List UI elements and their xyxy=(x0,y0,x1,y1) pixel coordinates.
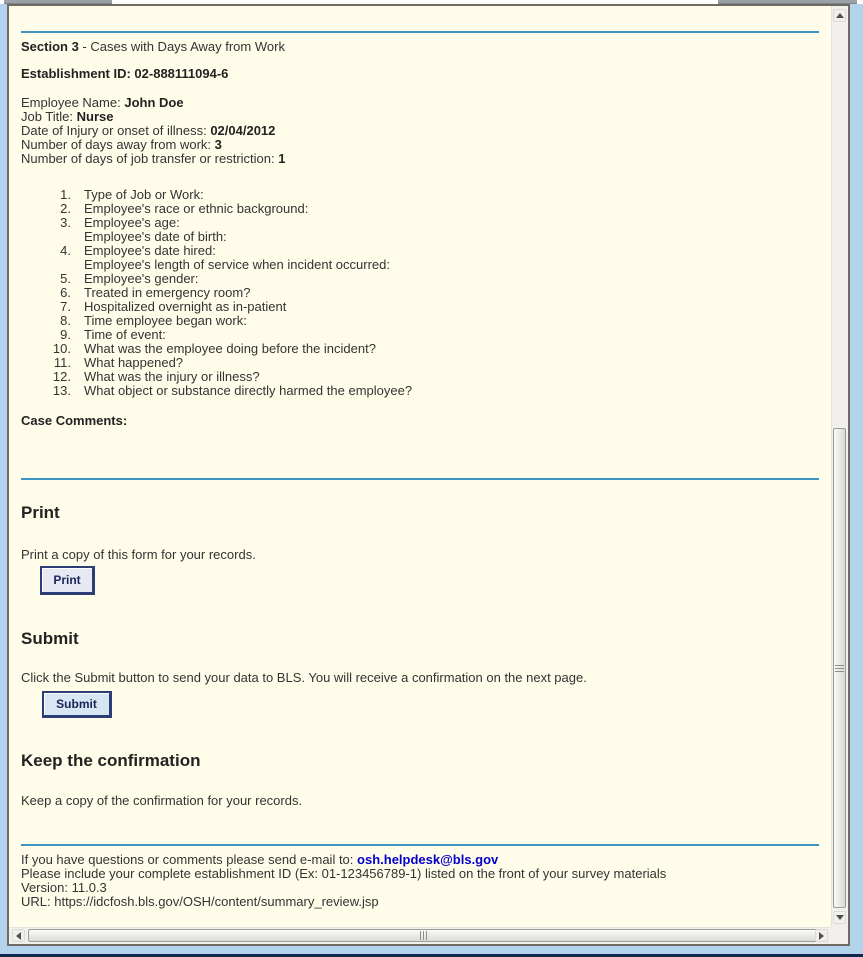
question-item: 9. Time of event: xyxy=(60,327,166,342)
case-comments-label: Case Comments: xyxy=(21,413,128,428)
keep-confirmation-description: Keep a copy of the confirmation for your records. xyxy=(21,793,303,808)
question-item: 13. What object or substance directly harmed the employee? xyxy=(52,383,413,398)
job-title-line: Job Title: Nurse xyxy=(21,109,114,124)
print-button[interactable]: Print xyxy=(40,566,95,595)
question-item: 1. Type of Job or Work: xyxy=(60,187,204,202)
scrollbar-grip-icon xyxy=(420,931,427,940)
scrollbar-grip-icon xyxy=(835,665,844,672)
question-item: 5. Employee's gender: xyxy=(60,271,199,286)
section-title xyxy=(21,40,819,54)
scroll-left-icon xyxy=(16,932,21,940)
comments-divider xyxy=(21,478,819,480)
url-line: URL: https://idcfosh.bls.gov/OSH/content/summary_review.jsp xyxy=(21,894,379,909)
employee-details xyxy=(21,96,819,166)
question-item: 11. What happened? xyxy=(53,355,184,370)
horizontal-scrollbar[interactable] xyxy=(9,927,831,944)
print-description: Print a copy of this form for your records. xyxy=(21,547,256,562)
question-item: 3. Employee's age: xyxy=(60,215,180,230)
injury-date-value: 02/04/2012 xyxy=(210,123,276,138)
vertical-scrollbar[interactable] xyxy=(831,6,848,927)
establishment-id-value: 02-888111094-6 xyxy=(134,66,229,81)
establishment-id-line: Establishment ID: 02-888111094-6 xyxy=(21,66,229,81)
question-item: 7. Hospitalized overnight as in-patient xyxy=(60,299,287,314)
job-transfer-value: 1 xyxy=(278,151,286,166)
helpdesk-line: If you have questions or comments please send e-mail to: osh.helpdesk@bls.gov xyxy=(21,852,499,867)
page-footer xyxy=(21,853,819,909)
scroll-down-icon xyxy=(836,915,844,920)
scroll-left-button[interactable] xyxy=(12,929,25,942)
question-item: 4. Employee's date hired: xyxy=(60,243,216,258)
question-item: 8. Time employee began work: xyxy=(60,313,247,328)
scroll-up-button[interactable] xyxy=(833,9,846,22)
horizontal-scrollbar-thumb[interactable] xyxy=(28,929,818,942)
question-item: Employee's date of birth: xyxy=(84,229,227,244)
summary-review-page xyxy=(9,6,831,927)
injury-date-line: Date of Injury or onset of illness: 02/04/2012 xyxy=(21,123,276,138)
question-item: 6. Treated in emergency room? xyxy=(60,285,251,300)
section-name: - Cases with Days Away from Work xyxy=(82,39,285,54)
question-item: 2. Employee's race or ethnic background: xyxy=(60,201,309,216)
submit-button[interactable]: Submit xyxy=(42,691,112,718)
print-heading: Print xyxy=(21,503,60,522)
question-item: 10. What was the employee doing before the incident? xyxy=(52,341,376,356)
footer-divider xyxy=(21,844,819,846)
scroll-right-button[interactable] xyxy=(815,929,828,942)
helpdesk-email-link[interactable]: osh.helpdesk@bls.gov xyxy=(357,852,499,867)
scroll-right-icon xyxy=(819,932,824,940)
question-item: Employee's length of service when incident occurred: xyxy=(84,257,390,272)
case-question-list xyxy=(21,188,819,398)
question-item: 12. What was the injury or illness? xyxy=(52,369,260,384)
submit-heading: Submit xyxy=(21,629,79,648)
employee-name-value: John Doe xyxy=(124,95,184,110)
top-divider xyxy=(21,31,819,33)
vertical-scrollbar-thumb[interactable] xyxy=(833,428,846,908)
days-away-line: Number of days away from work: 3 xyxy=(21,137,222,152)
section-number: Section 3 xyxy=(21,39,79,54)
employee-name-line: Employee Name: John Doe xyxy=(21,95,184,110)
job-transfer-line: Number of days of job transfer or restriction: 1 xyxy=(21,151,286,166)
establishment-note-line: Please include your complete establishment ID (Ex: 01-123456789-1) listed on the front of your survey materials xyxy=(21,866,667,881)
version-line: Version: 11.0.3 xyxy=(21,880,107,895)
scroll-down-button[interactable] xyxy=(833,911,846,924)
scroll-up-icon xyxy=(836,13,844,18)
keep-confirmation-heading: Keep the confirmation xyxy=(21,751,201,770)
job-title-value: Nurse xyxy=(76,109,114,124)
days-away-value: 3 xyxy=(214,137,222,152)
scrollbar-corner xyxy=(831,927,848,944)
form-frame xyxy=(7,4,850,946)
submit-description: Click the Submit button to send your data to BLS. You will receive a confirmation on the next page. xyxy=(21,670,587,685)
